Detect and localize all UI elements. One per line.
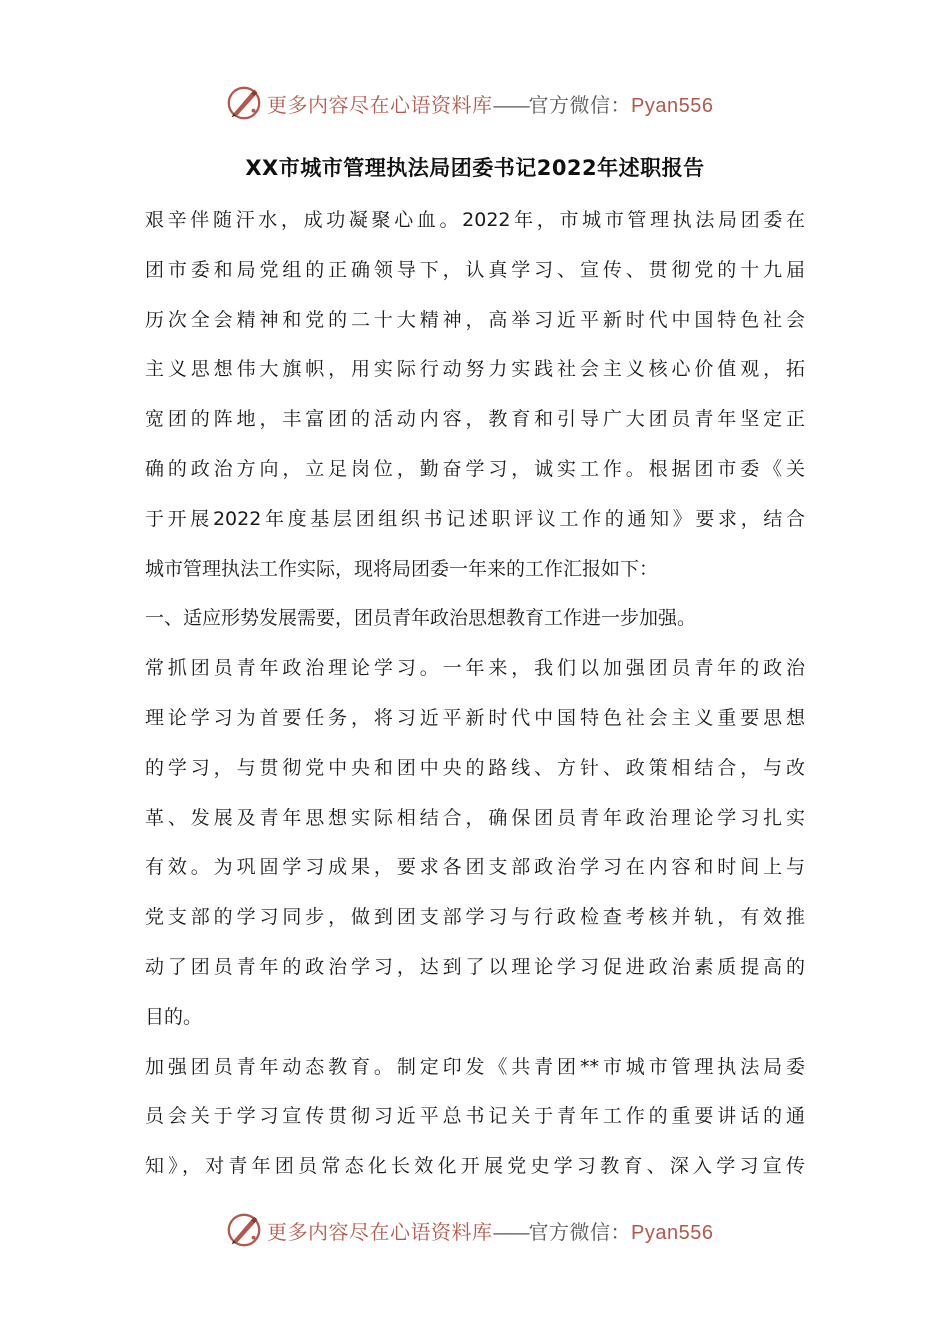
body-line: 确的政治方向，立足岗位，勤奋学习，诚实工作。根据团市委《关: [145, 457, 805, 480]
pen-logo-icon: [225, 84, 263, 122]
body-line: 加强团员青年动态教育。制定印发《共青团**市城市管理执法局委: [145, 1055, 805, 1078]
banner-wechat-id: Pyan556: [631, 94, 714, 117]
banner-wechat-label: 官方微信：: [528, 92, 631, 117]
body-line: 艰辛伴随汗水，成功凝聚心血。2022年，市城市管理执法局团委在: [145, 209, 805, 231]
body-line: 的学习，与贯彻党中央和团中央的路线、方针、政策相结合，与改: [145, 756, 805, 779]
body-line: 党支部的学习同步，做到团支部学习与行政检查考核并轨，有效推: [145, 906, 805, 929]
banner-main-text: 更多内容尽在心语资料库: [267, 92, 493, 117]
banner-main-text: 更多内容尽在心语资料库: [267, 1219, 493, 1244]
document-title: XX市城市管理执法局团委书记2022年述职报告: [245, 156, 705, 180]
body-line: 动了团员青年的政治学习，达到了以理论学习促进政治素质提高的: [145, 955, 805, 978]
footer-banner: [225, 1210, 745, 1250]
body-line: 城市管理执法工作实际，现将局团委一年来的工作汇报如下：: [145, 557, 659, 580]
body-line: 员会关于学习宣传贯彻习近平总书记关于青年工作的重要讲话的通: [145, 1105, 805, 1128]
body-line: 主义思想伟大旗帜，用实际行动努力实践社会主义核心价值观，拓: [145, 358, 805, 381]
body-line: 理论学习为首要任务，将习近平新时代中国特色社会主义重要思想: [145, 706, 805, 729]
section-heading: 一、适应形势发展需要，团员青年政治思想教育工作进一步加强。: [145, 607, 697, 630]
body-line: 有效。为巩固学习成果，要求各团支部政治学习在内容和时间上与: [145, 856, 805, 879]
banner-wechat-label: 官方微信：: [528, 1219, 631, 1244]
body-line: 团市委和局党组的正确领导下，认真学习、宣传、贯彻党的十九届: [145, 258, 805, 281]
pen-logo-icon: [225, 1211, 263, 1249]
banner-text: [267, 89, 713, 118]
banner-dash: ——: [492, 1219, 529, 1244]
body-line: 革、发展及青年思想实际相结合，确保团员青年政治理论学习扎实: [145, 806, 805, 829]
header-banner: [225, 83, 745, 123]
banner-text: [267, 1216, 713, 1245]
body-line: 常抓团员青年政治理论学习。一年来，我们以加强团员青年的政治: [145, 657, 805, 680]
banner-dash: ——: [492, 92, 529, 117]
banner-wechat-id: Pyan556: [631, 1221, 714, 1244]
body-line: 于开展2022年度基层团组织书记述职评议工作的通知》要求，结合: [145, 507, 805, 530]
body-line: 知》，对青年团员常态化长效化开展党史学习教育、深入学习宣传: [145, 1155, 805, 1178]
document-body: [145, 196, 805, 1192]
body-line: 历次全会精神和党的二十大精神，高举习近平新时代中国特色社会: [145, 308, 805, 331]
body-line: 宽团的阵地，丰富团的活动内容，教育和引导广大团员青年坚定正: [145, 408, 805, 431]
body-line: 目的。: [145, 1005, 203, 1028]
